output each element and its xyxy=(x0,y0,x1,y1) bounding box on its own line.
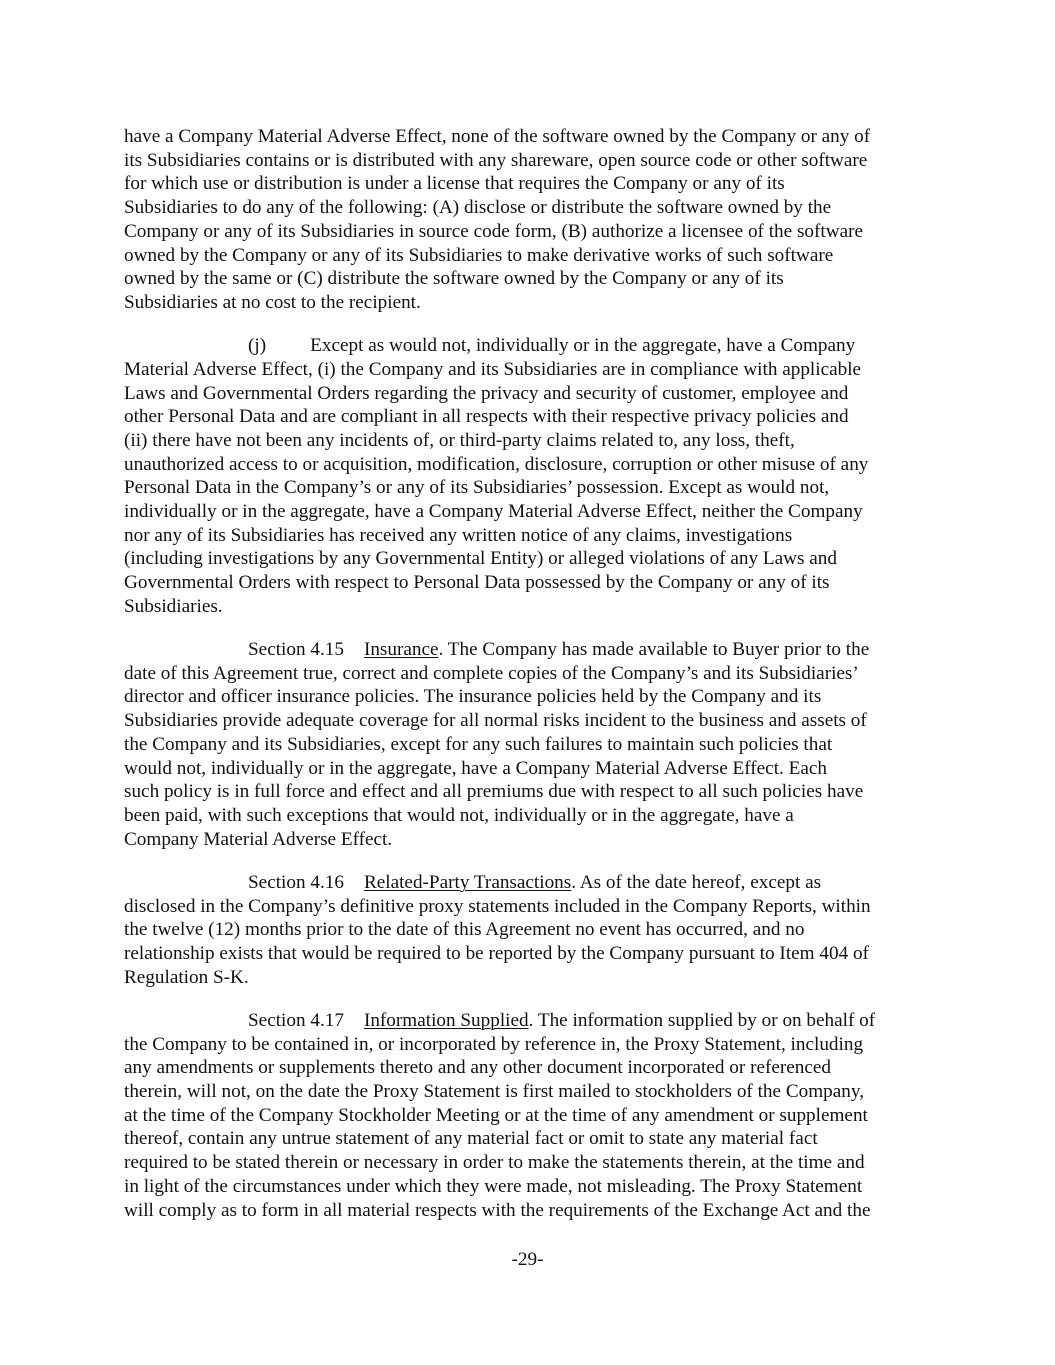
text-line: will comply as to form in all material respects with the requirements of the Exchange Act and the xyxy=(124,1199,871,1221)
section-4-17 xyxy=(124,1009,936,1222)
section-text: . The information supplied by or on behalf of xyxy=(528,1009,876,1031)
text-line: Laws and Governmental Orders regarding the privacy and security of customer, employee and xyxy=(124,382,849,404)
text-line: Subsidiaries provide adequate coverage for all normal risks incident to the business and assets of xyxy=(124,710,867,732)
text-line: director and officer insurance policies. The insurance policies held by the Company and its xyxy=(124,686,822,708)
paragraph-i-continued xyxy=(124,125,936,315)
section-4-15 xyxy=(124,638,936,851)
section-heading: Insurance xyxy=(363,639,439,661)
paragraph-first-line xyxy=(124,1009,936,1033)
text-line: Subsidiaries at no cost to the recipient. xyxy=(124,291,421,313)
text-line: in light of the circumstances under which they were made, not misleading. The Proxy Statement xyxy=(124,1175,863,1197)
text-line: Company Material Adverse Effect. xyxy=(124,828,393,850)
page-number: -29- xyxy=(511,1249,544,1270)
text-line: the Company and its Subsidiaries, except for any such failures to maintain such policies that xyxy=(124,733,833,755)
text-line: any amendments or supplements thereto and any other document incorporated or referenced xyxy=(124,1057,832,1079)
clause-label: (j) xyxy=(248,335,267,357)
section-heading: Information Supplied xyxy=(363,1009,529,1031)
clause-text: Except as would not, individually or in the aggregate, have a Company xyxy=(310,335,856,357)
document-page xyxy=(124,125,936,1242)
text-line: Governmental Orders with respect to Personal Data possessed by the Company or any of its xyxy=(124,572,830,594)
paragraph-first-line xyxy=(124,871,936,895)
section-number: Section 4.15 xyxy=(248,639,344,661)
text-line: (ii) there have not been any incidents of, or third-party claims related to, any loss, theft, xyxy=(124,429,795,451)
text-line: unauthorized access to or acquisition, modification, disclosure, corruption or other misuse of any xyxy=(124,453,869,475)
text-line: thereof, contain any untrue statement of any material fact or omit to state any material fact xyxy=(124,1128,818,1150)
text-line: relationship exists that would be required to be reported by the Company pursuant to Item 404 of xyxy=(124,943,869,964)
text-line: other Personal Data and are compliant in all respects with their respective privacy policies and xyxy=(124,406,849,428)
text-line: Material Adverse Effect, (i) the Company and its Subsidiaries are in compliance with applicable xyxy=(124,358,862,380)
text-line: Subsidiaries to do any of the following: (A) disclose or distribute the software owned by the xyxy=(124,197,832,219)
text-line: Regulation S-K. xyxy=(124,966,249,988)
text-line: owned by the Company or any of its Subsidiaries to make derivative works of such software xyxy=(124,244,834,266)
text-line: been paid, with such exceptions that would not, individually or in the aggregate, have a xyxy=(124,804,794,826)
paragraph-first-line xyxy=(124,334,936,358)
text-line: its Subsidiaries contains or is distributed with any shareware, open source code or other software xyxy=(124,149,868,171)
paragraph-first-line xyxy=(124,638,936,662)
text-line: date of this Agreement true, correct and complete copies of the Company’s and its Subsidiaries’ xyxy=(124,662,859,684)
text-line: therein, will not, on the date the Proxy Statement is first mailed to stockholders of the Company, xyxy=(124,1081,865,1103)
section-4-16 xyxy=(124,871,936,990)
text-line: disclosed in the Company’s definitive proxy statements included in the Company Reports, within xyxy=(124,895,871,917)
section-number: Section 4.16 xyxy=(248,871,344,893)
paragraph-j xyxy=(124,334,936,618)
text-line: at the time of the Company Stockholder Meeting or at the time of any amendment or supplement xyxy=(124,1104,868,1126)
section-text: . The Company has made available to Buyer prior to the xyxy=(438,639,870,661)
text-line: the twelve (12) months prior to the date of this Agreement no event has occurred, and no xyxy=(124,919,805,941)
text-line: such policy is in full force and effect and all premiums due with respect to all such policies have xyxy=(124,781,864,803)
text-line: individually or in the aggregate, have a Company Material Adverse Effect, neither the Company xyxy=(124,501,863,523)
text-line: the Company to be contained in, or incorporated by reference in, the Proxy Statement, including xyxy=(124,1033,864,1055)
text-line: required to be stated therein or necessary in order to make the statements therein, at the time and xyxy=(124,1152,865,1174)
text-line: have a Company Material Adverse Effect, none of the software owned by the Company or any of xyxy=(124,126,871,147)
text-line: owned by the same or (C) distribute the software owned by the Company or any of its xyxy=(124,268,784,290)
text-line: Personal Data in the Company’s or any of its Subsidiaries’ possession. Except as would not, xyxy=(124,477,830,499)
text-line: Company or any of its Subsidiaries in source code form, (B) authorize a licensee of the software xyxy=(124,220,864,242)
section-text: . As of the date hereof, except as xyxy=(571,871,822,893)
text-line: nor any of its Subsidiaries has received any written notice of any claims, investigations xyxy=(124,524,793,546)
text-line: for which use or distribution is under a license that requires the Company or any of its xyxy=(124,173,785,195)
section-number: Section 4.17 xyxy=(248,1009,344,1031)
text-line: Subsidiaries. xyxy=(124,595,223,617)
section-heading: Related-Party Transactions xyxy=(363,871,572,893)
text-line: (including investigations by any Governmental Entity) or alleged violations of any Laws and xyxy=(124,548,837,570)
text-line: would not, individually or in the aggregate, have a Company Material Adverse Effect. Each xyxy=(124,757,827,779)
